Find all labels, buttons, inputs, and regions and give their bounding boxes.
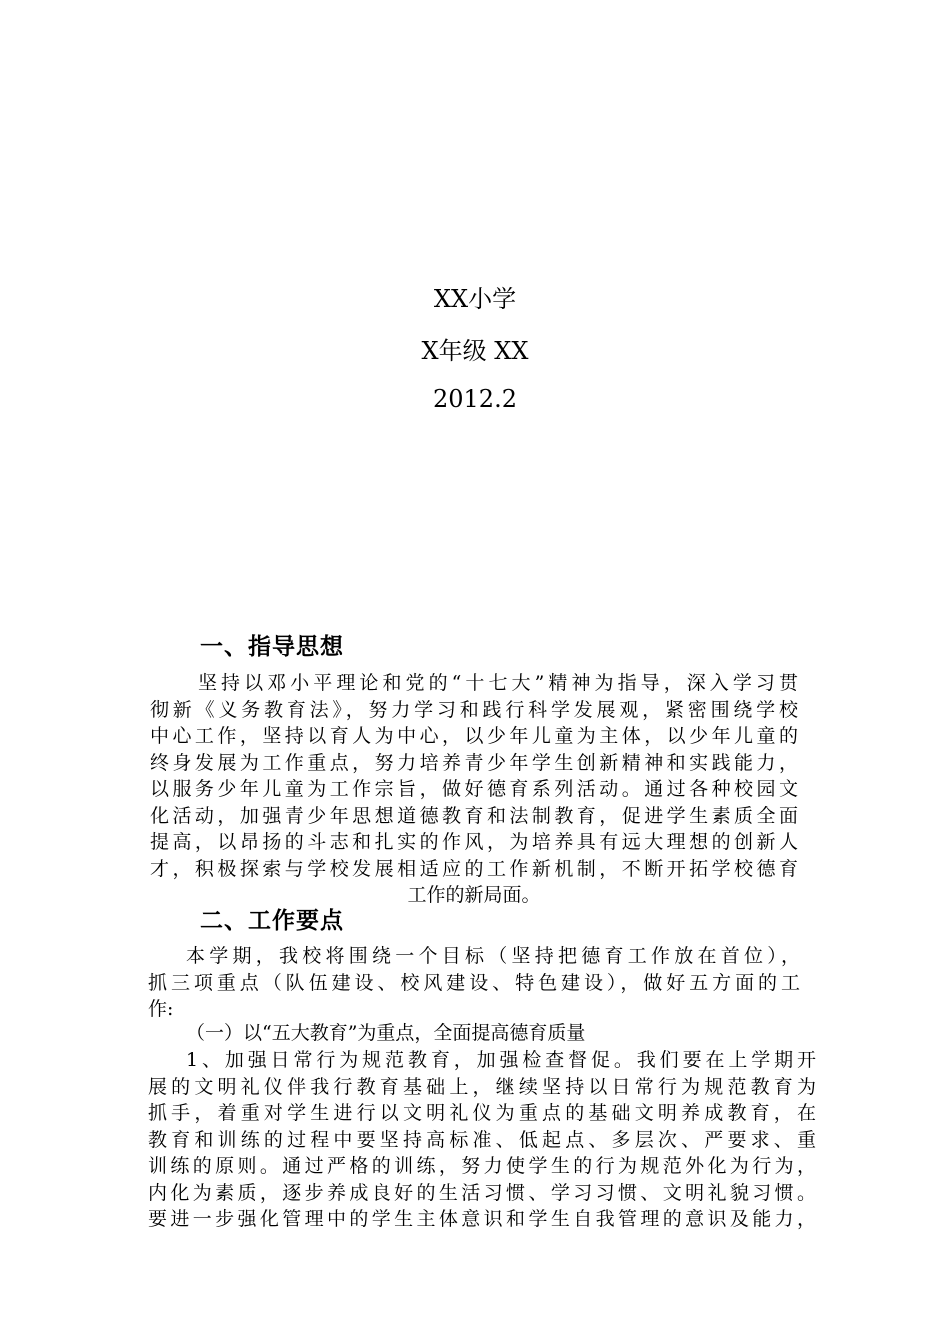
section1-heading: 一、指导思想 [200, 633, 344, 660]
item1-paragraph [148, 1047, 816, 1233]
paragraph-line: 训练的原则。通过严格的训练，努力使学生的行为规范外化为行为， [148, 1155, 816, 1177]
section2-heading: 二、工作要点 [200, 907, 344, 934]
paragraph-line: 坚持以邓小平理论和党的“十七大”精神为指导，深入学习贯 [198, 672, 798, 694]
section2-intro [148, 943, 800, 1023]
paragraph-line: 中心工作，坚持以育人为中心，以少年儿童为主体，以少年儿童的 [150, 725, 798, 747]
document-date: 2012.2 [433, 385, 517, 413]
paragraph-line: 展的文明礼仪伴我行教育基础上，继续坚持以日常行为规范教育为 [148, 1075, 816, 1098]
paragraph-line: 1、加强日常行为规范教育，加强检查督促。我们要在上学期开 [186, 1049, 816, 1071]
paragraph-line: 提高，以昂扬的斗志和扎实的作风，为培养具有远大理想的创新人 [150, 831, 798, 853]
sub-heading [186, 1020, 786, 1047]
paragraph-line: 才，积极探索与学校发展相适应的工作新机制，不断开拓学校德育 [150, 857, 798, 880]
paragraph-line: 抓三项重点（队伍建设、校风建设、特色建设），做好五方面的工 [148, 971, 800, 994]
paragraph-line: 终身发展为工作重点，努力培养青少年学生创新精神和实践能力， [150, 751, 798, 774]
paragraph-line: 要进一步强化管理中的学生主体意识和学生自我管理的意识及能力， [148, 1208, 816, 1230]
section1-paragraph [150, 670, 798, 909]
paragraph-line: 内化为素质，逐步养成良好的生活习惯、学习习惯、文明礼貌习惯。 [148, 1181, 816, 1204]
paragraph-line: 作: [148, 998, 174, 1020]
paragraph-line: 教育和训练的过程中要坚持高标准、低起点、多层次、严要求、重 [148, 1128, 816, 1151]
paragraph-line: 化活动，加强青少年思想道德教育和法制教育，促进学生素质全面 [150, 804, 798, 827]
sub-heading-text: （一）以“五大教育”为重点，全面提高德育质量 [186, 1022, 586, 1044]
paragraph-line: 以服务少年儿童为工作宗旨，做好德育系列活动。通过各种校园文 [150, 778, 798, 800]
paragraph-line: 本学期，我校将围绕一个目标（坚持把德育工作放在首位）， [186, 945, 800, 967]
paragraph-line: 工作的新局面。 [407, 884, 541, 906]
paragraph-line: 抓手，着重对学生进行以文明礼仪为重点的基础文明养成教育，在 [148, 1102, 816, 1124]
school-name: XX小学 [433, 285, 517, 313]
grade-line: X年级 XX [421, 337, 529, 365]
paragraph-line: 彻新《义务教育法》，努力学习和践行科学发展观，紧密围绕学校 [150, 698, 798, 721]
